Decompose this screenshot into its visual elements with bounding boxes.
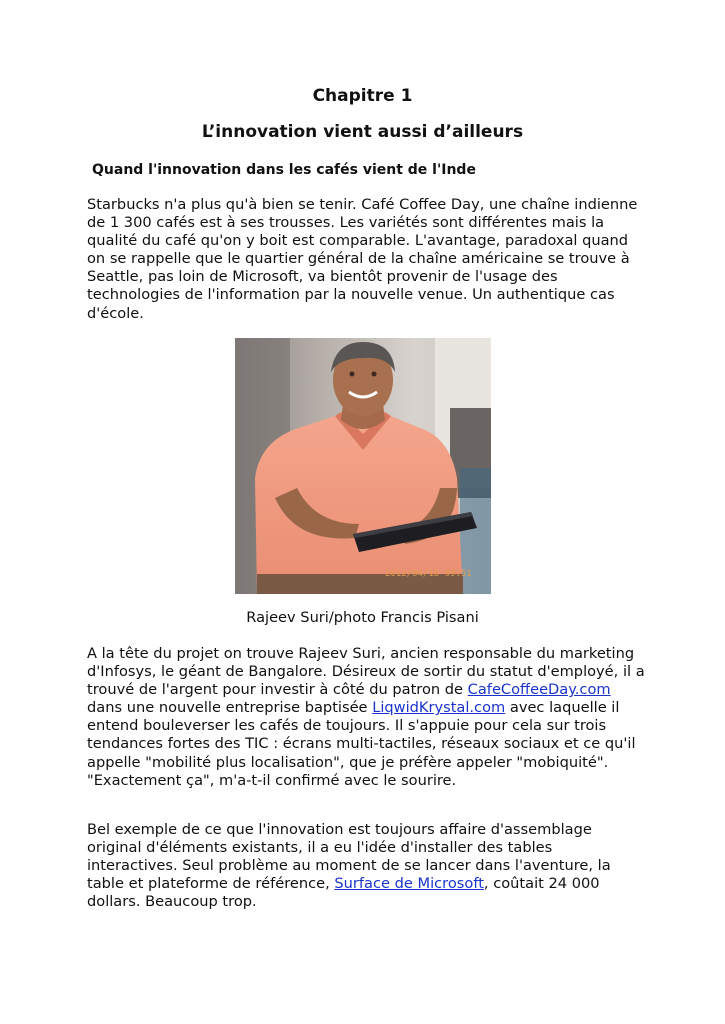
page-title: L’innovation vient aussi d’ailleurs <box>201 122 524 142</box>
photo-illustration <box>235 338 491 594</box>
photo-caption: Rajeev Suri/photo Francis Pisani <box>246 609 479 626</box>
intro-paragraph: Starbucks n'a plus qu'à bien se tenir. Café Coffee Day, une chaîne indienne de 1 300 cafés est à ses trousses. Les variétés sont différentes mais la qualité du café qu'on y boit est comparable. L'avantage, paradoxal quand on se rappelle que le quartier général de la chaîne américaine se trouve à Seattle, pas loin de Microsoft, va bientôt provenir de l'usage des technologies de l'information par la nouvelle venue. Un authentique cas d'école. <box>87 196 638 322</box>
p2-text-1: A la tête du projet on trouve Rajeev Suri, ancien responsable du marketing d'Infosys, le géant de Bangalore. Désireux de sortir du statut d'employé, il a trouvé de l'argent pour investir à côté du patron de <box>87 645 645 699</box>
p3-text-1: Bel exemple de ce que l'innovation est toujours affaire d'assemblage original d'éléments existants, il a eu l'idée d'installer des tables interactives. Seul problème au moment de se lancer dans l'aventure, la table et plateforme de référence, <box>87 821 611 893</box>
p2-text-3: avec laquelle il entend bouleverser les cafés de toujours. Il s'appuie pour cela sur trois tendances fortes des TIC : écrans multi-tactiles, réseaux sociaux et ce qu'il appelle "mobilité plus localisation", que je préfère appeler "mobiquité". "Exactement ça", m'a-t-il confirmé avec le sourire. <box>87 699 636 789</box>
body-paragraph-2 <box>87 645 647 790</box>
body-paragraph-3 <box>87 821 647 911</box>
liqwidkrystal-link[interactable]: LiqwidKrystal.com <box>372 699 506 717</box>
surface-microsoft-link[interactable]: Surface de Microsoft <box>334 875 484 893</box>
p3-text-2: , coûtait 24 000 dollars. Beaucoup trop. <box>87 875 600 911</box>
p2-text-2: dans une nouvelle entreprise baptisée <box>87 699 373 717</box>
photo-timestamp: 2012/04/18 09:51 <box>385 569 472 579</box>
rajeev-suri-photo <box>235 338 491 594</box>
section-subtitle: Quand l'innovation dans les cafés vient de l'Inde <box>92 162 476 178</box>
chapter-heading: Chapitre 1 <box>312 86 413 106</box>
cafecoffeeday-link[interactable]: CafeCoffeeDay.com <box>467 681 611 699</box>
